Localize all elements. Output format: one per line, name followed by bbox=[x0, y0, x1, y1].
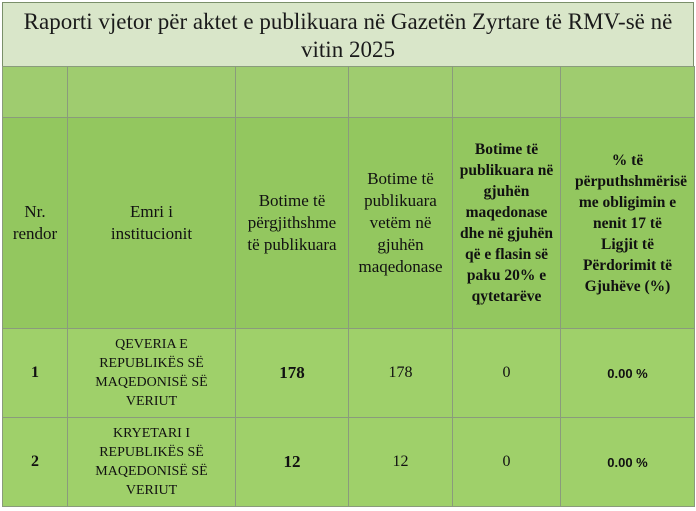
cell-macedonian-and-20pct: 0 bbox=[453, 329, 561, 418]
spacer-cell bbox=[236, 67, 349, 118]
header-macedonian-only: Botime të publikuara vetëm në gjuhën maqedonase bbox=[349, 118, 453, 329]
cell-macedonian-only: 178 bbox=[349, 329, 453, 418]
header-macedonian-and-20pct: Botime të publikuara në gjuhën maqedonase dhe në gjuhën që e flasin së paku 20% e qytetarëve bbox=[453, 118, 561, 329]
header-nr: Nr. rendor bbox=[3, 118, 68, 329]
cell-institution: KRYETARI I REPUBLIKËS SË MAQEDONISË SË VERIUT bbox=[68, 418, 236, 507]
spacer-row bbox=[3, 67, 695, 118]
spacer-cell bbox=[561, 67, 695, 118]
cell-macedonian-only: 12 bbox=[349, 418, 453, 507]
spacer-cell bbox=[3, 67, 68, 118]
header-row bbox=[3, 118, 695, 329]
report-table bbox=[2, 66, 695, 507]
report-title: Raporti vjetor për aktet e publikuara në Gazetën Zyrtare të RMV-së në vitin 2025 bbox=[2, 2, 694, 66]
cell-total: 12 bbox=[236, 418, 349, 507]
header-total: Botime të përgjithshme të publikuara bbox=[236, 118, 349, 329]
spacer-cell bbox=[453, 67, 561, 118]
spacer-cell bbox=[68, 67, 236, 118]
cell-total: 178 bbox=[236, 329, 349, 418]
spacer-cell bbox=[349, 67, 453, 118]
cell-nr: 1 bbox=[3, 329, 68, 418]
header-compliance: % të përputhshmërisë me obligimin e nenit 17 të Ligjit të Përdorimit të Gjuhëve (%) bbox=[561, 118, 695, 329]
report bbox=[2, 2, 694, 507]
cell-compliance: 0.00 % bbox=[561, 418, 695, 507]
cell-institution: QEVERIA E REPUBLIKËS SË MAQEDONISË SË VERIUT bbox=[68, 329, 236, 418]
cell-nr: 2 bbox=[3, 418, 68, 507]
cell-macedonian-and-20pct: 0 bbox=[453, 418, 561, 507]
header-institution: Emri i institucionit bbox=[68, 118, 236, 329]
table-row bbox=[3, 329, 695, 418]
cell-compliance: 0.00 % bbox=[561, 329, 695, 418]
table-row bbox=[3, 418, 695, 507]
